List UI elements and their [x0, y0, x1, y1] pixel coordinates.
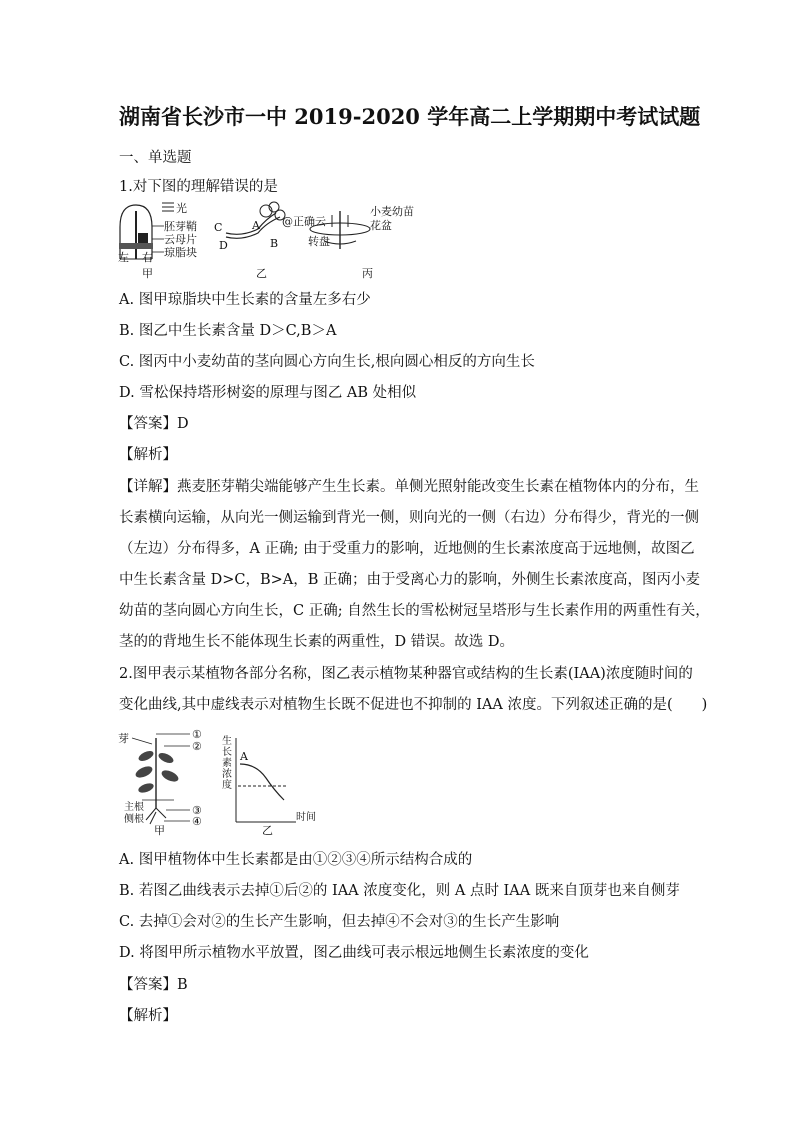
q1-detail-line: 长素横向运输，从向光一侧运输到背光一侧，则向光的一侧（右边）分布得少，背光的一侧: [119, 510, 699, 526]
wheat-label: 小麦幼苗: [370, 205, 414, 218]
q2-option-a: A. 图甲植物体中生长素都是由①②③④所示结构合成的: [119, 852, 473, 868]
q1-detail-line: （左边）分布得多，A 正确; 由于受重力的影响，近地侧的生长素浓度高于远地侧，故图乙: [119, 541, 695, 557]
pot-label: 花盆: [370, 219, 392, 232]
q2-stem-line: 2.图甲表示某植物各部分名称，图乙表示植物某种器官或结构的生长素(IAA)浓度随时间的: [119, 666, 693, 682]
watermark-text: @正确云: [282, 215, 326, 228]
fig-label-jia-2: 甲: [154, 824, 165, 837]
q2-answer: 【答案】B: [119, 977, 188, 993]
q1-option-a: A. 图甲琼脂块中生长素的含量左多右少: [119, 292, 371, 308]
q1-detail-line: 茎的的背地生长不能体现生长素的两重性，D 错误。故选 D。: [119, 634, 514, 650]
agar-label: 琼脂块: [164, 246, 197, 259]
fig-label-yi: 乙: [256, 267, 267, 280]
fig-label-jia: 甲: [142, 267, 153, 280]
q2-figure: [116, 726, 326, 838]
ylabel-char: 长: [222, 747, 232, 758]
fig-label-yi-2: 乙: [262, 824, 273, 837]
fig-label-bing: 丙: [362, 267, 373, 280]
fig-yi: [214, 202, 285, 280]
q1-option-c: C. 图丙中小麦幼苗的茎向圆心方向生长,根向圆心相反的方向生长: [119, 354, 535, 370]
q1-figure: [116, 197, 436, 285]
light-label: 光: [176, 202, 187, 215]
fig-jia: [118, 201, 197, 280]
q1-stem: 1.对下图的理解错误的是: [119, 179, 278, 195]
turntable-label: 转盘: [308, 235, 330, 248]
section-heading: 一、单选题: [119, 150, 192, 166]
point-d-label: D: [219, 239, 228, 252]
marker-2: ②: [192, 740, 202, 753]
curve-point-a: A: [240, 750, 248, 763]
main-root-label: 主根: [124, 802, 144, 813]
q2-option-d: D. 将图甲所示植物水平放置，图乙曲线可表示根远地侧生长素浓度的变化: [119, 945, 589, 961]
point-c-label: C: [214, 221, 223, 234]
point-b-label: B: [270, 237, 279, 250]
q1-option-d: D. 雪松保持塔形树姿的原理与图乙 AB 处相似: [119, 385, 417, 401]
ylabel-char: 生: [222, 736, 232, 747]
marker-1: ①: [192, 728, 202, 741]
lateral-root-label: 侧根: [124, 814, 144, 825]
q2-stem-line: 变化曲线,其中虚线表示对植物生长既不促进也不抑制的 IAA 浓度。下列叙述正确的是( ): [119, 697, 708, 713]
q1-option-b: B. 图乙中生长素含量 D＞C,B＞A: [119, 323, 337, 339]
ylabel-char: 浓: [222, 769, 232, 780]
marker-4: ④: [192, 815, 202, 828]
bud-label: 芽: [118, 732, 129, 745]
q1-detail-line: 中生长素含量 D>C，B>A，B 正确；由于受离心力的影响，外侧生长素浓度高，图丙小麦: [119, 572, 701, 588]
marker-3: ③: [192, 804, 202, 817]
point-a-label: A: [252, 219, 260, 232]
q1-detail-line: 【详解】燕麦胚芽鞘尖端能够产生生长素。单侧光照射能改变生长素在植物体内的分布，生: [119, 479, 699, 495]
left-label: 左: [118, 251, 129, 264]
q1-analysis-label: 【解析】: [119, 447, 177, 463]
fig-iaa-chart: [222, 734, 316, 837]
q2-option-c: C. 去掉①会对②的生长产生影响，但去掉④不会对③的生长产生影响: [119, 914, 560, 930]
mica-label: 云母片: [164, 233, 197, 246]
right-label: 右: [142, 251, 153, 264]
q1-answer: 【答案】D: [119, 416, 189, 432]
xlabel: 时间: [296, 812, 316, 823]
ylabel-char: 素: [222, 758, 232, 769]
page-title: 湖南省长沙市一中 2019-2020 学年高二上学期期中考试试题: [119, 104, 701, 129]
fig-bing: [282, 204, 414, 280]
q2-analysis-label: 【解析】: [119, 1008, 177, 1024]
q2-option-b: B. 若图乙曲线表示去掉①后②的 IAA 浓度变化，则 A 点时 IAA 既来自顶芽也来自侧芽: [119, 883, 680, 899]
ylabel-char: 度: [222, 780, 232, 791]
q1-detail-line: 幼苗的茎向圆心方向生长，C 正确; 自然生长的雪松树冠呈塔形与生长素作用的两重性有关，: [119, 603, 710, 619]
coleoptile-label: 胚芽鞘: [164, 220, 197, 233]
fig-plant: [118, 728, 202, 837]
